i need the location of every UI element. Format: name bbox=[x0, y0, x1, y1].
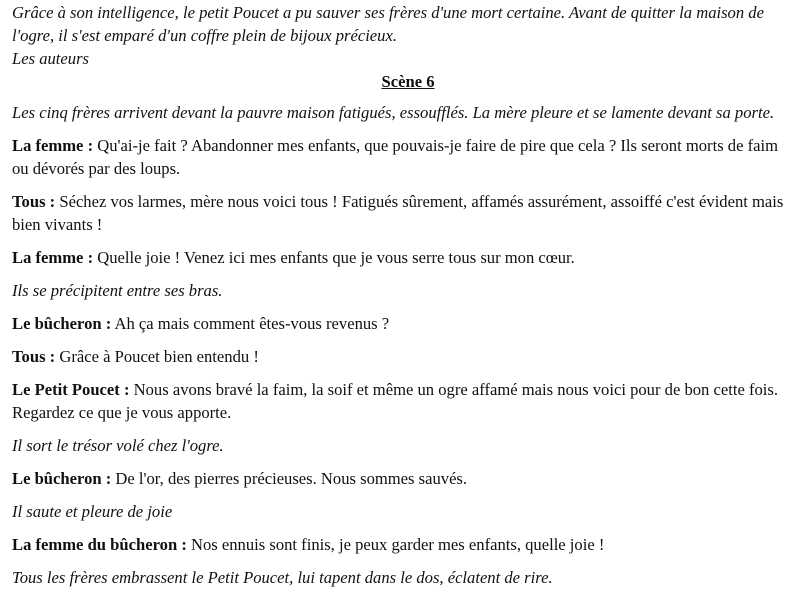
speaker-name: La femme du bûcheron : bbox=[12, 535, 187, 554]
authors-note: Les auteurs bbox=[12, 49, 89, 68]
scene-title: Scène 6 bbox=[381, 72, 435, 91]
speaker-name: Tous : bbox=[12, 347, 56, 366]
dialogue-text: Séchez vos larmes, mère nous voici tous ! Fatigués sûrement, affamés assurément, assoiffé c'est évident mais bien vivants ! bbox=[12, 192, 784, 234]
intro-paragraph: Grâce à son intelligence, le petit Poucet a pu sauver ses frères d'une mort certaine. Avant de quitter la maison de l'ogre, il s'est emparé d'un coffre plein de bijoux précieux. bbox=[12, 3, 764, 45]
dialogue-text: Nous avons bravé la faim, la soif et même un ogre affamé mais nous voici pour de bon cette fois. Regardez ce que je vous apporte. bbox=[12, 380, 779, 422]
dialogue-line bbox=[12, 246, 792, 269]
dialogue-line bbox=[12, 345, 792, 368]
stage-direction: Tous les frères embrassent le Petit Poucet, lui tapent dans le dos, éclatent de rire. bbox=[12, 568, 553, 587]
dialogue-text: Nos ennuis sont finis, je peux garder mes enfants, quelle joie ! bbox=[186, 535, 605, 554]
dialogue-line bbox=[12, 467, 792, 490]
dialogue-text: Quelle joie ! Venez ici mes enfants que je vous serre tous sur mon cœur. bbox=[93, 248, 575, 267]
dialogue-line bbox=[12, 533, 792, 556]
dialogue-line bbox=[12, 134, 792, 180]
speaker-name: La femme : bbox=[12, 248, 94, 267]
dialogue-line bbox=[12, 312, 792, 335]
dialogue-text: Grâce à Poucet bien entendu ! bbox=[55, 347, 259, 366]
dialogue-text: De l'or, des pierres précieuses. Nous sommes sauvés. bbox=[111, 469, 468, 488]
speaker-name: Tous : bbox=[12, 192, 56, 211]
document-page bbox=[12, 1, 792, 599]
stage-direction: Ils se précipitent entre ses bras. bbox=[12, 281, 223, 300]
dialogue-line bbox=[12, 378, 792, 424]
dialogue-text: Qu'ai-je fait ? Abandonner mes enfants, que pouvais-je faire de pire que cela ? Ils seront morts de faim ou dévorés par des loups. bbox=[12, 136, 779, 178]
stage-direction: Il sort le trésor volé chez l'ogre. bbox=[12, 436, 224, 455]
dialogue-line bbox=[12, 190, 792, 236]
speaker-name: Le Petit Poucet : bbox=[12, 380, 130, 399]
stage-direction: Les cinq frères arrivent devant la pauvre maison fatigués, essoufflés. La mère pleure et se lamente devant sa porte. bbox=[12, 103, 775, 122]
speaker-name: Le bûcheron : bbox=[12, 314, 112, 333]
dialogue-text: Ah ça mais comment êtes-vous revenus ? bbox=[111, 314, 390, 333]
stage-direction: Il saute et pleure de joie bbox=[12, 502, 173, 521]
speaker-name: Le bûcheron : bbox=[12, 469, 112, 488]
speaker-name: La femme : bbox=[12, 136, 94, 155]
